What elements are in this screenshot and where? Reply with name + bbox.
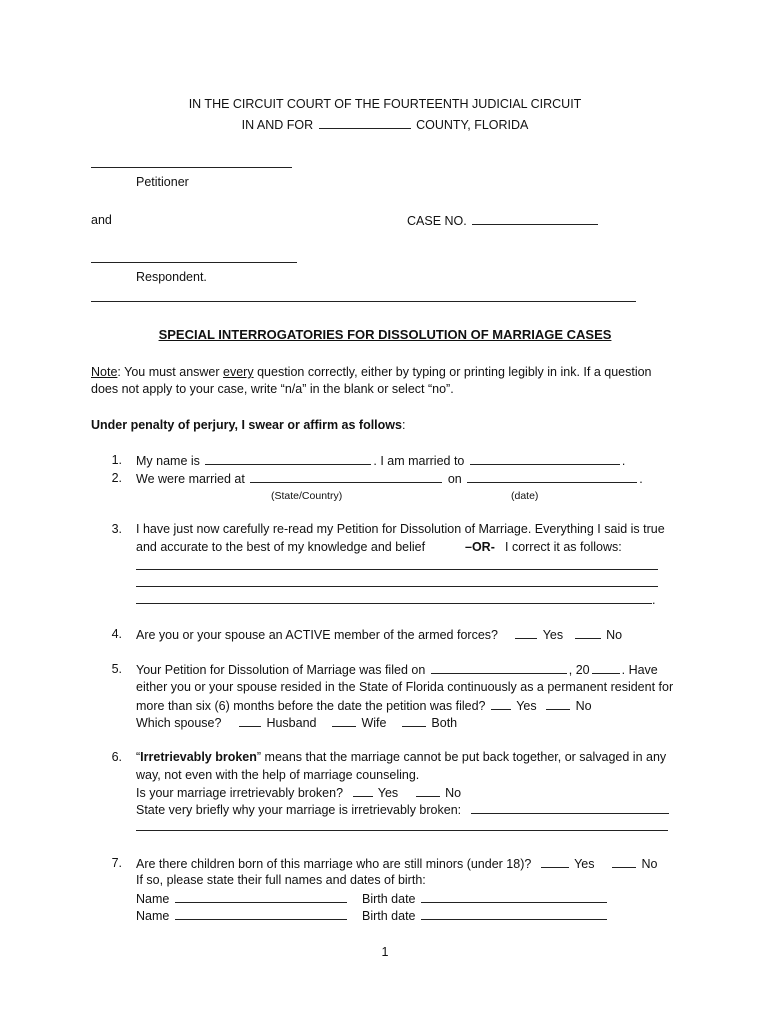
q6-line3	[136, 784, 461, 801]
q3-line2: and accurate to the best of my knowledge and belief	[136, 540, 426, 554]
note-every: every	[223, 365, 254, 379]
case-no	[407, 212, 600, 229]
page-number: 1	[381, 945, 389, 959]
case-no-label: CASE NO.	[407, 214, 467, 228]
q2-label-a: We were married at	[136, 472, 245, 486]
q1-label-a: My name is	[136, 454, 200, 468]
q7-child2-birth-blank[interactable]	[421, 907, 607, 920]
q2-sublabel-date: (date)	[511, 490, 539, 502]
oath-statement	[91, 417, 405, 433]
q7-child1-name-blank[interactable]	[175, 890, 347, 903]
respondent-label: Respondent.	[136, 270, 207, 284]
q5-husband-label: Husband	[266, 716, 317, 730]
county-blank[interactable]	[319, 116, 411, 129]
oath-bold: Under penalty of perjury, I swear or affirm as follows	[91, 418, 402, 432]
q6-number: 6.	[111, 750, 122, 764]
q5-wife-blank[interactable]	[332, 714, 356, 727]
q5-which-label: Which spouse?	[136, 716, 222, 730]
respondent-name-line[interactable]	[91, 262, 297, 263]
q3-line2b: I correct it as follows:	[505, 540, 622, 554]
q5-label-c: . Have	[621, 663, 658, 677]
court-header-line1: IN THE CIRCUIT COURT OF THE FOURTEENTH JUDICIAL CIRCUIT	[188, 97, 582, 111]
q3-or: –OR-	[465, 540, 495, 554]
q1-text	[136, 452, 625, 469]
q7-line2: If so, please state their full names and dates of birth:	[136, 873, 426, 887]
q6-no-blank[interactable]	[416, 784, 440, 797]
q7-child1-birth	[362, 890, 609, 907]
q7-yes-label: Yes	[574, 857, 595, 871]
q7-child2-name-blank[interactable]	[175, 907, 347, 920]
caption-divider	[91, 301, 636, 302]
q7-child2-name-label: Name	[136, 909, 170, 923]
q5-wife-label: Wife	[361, 716, 387, 730]
q5-question: more than six (6) months before the date the petition was filed?	[136, 699, 486, 713]
q6-quote-open: “	[136, 750, 141, 764]
q5-line3	[136, 697, 592, 714]
q6-reason-blank[interactable]	[471, 801, 669, 814]
q2-label-c: .	[639, 472, 643, 486]
q7-number: 7.	[111, 856, 122, 870]
q1-label-b: . I am married to	[373, 454, 465, 468]
q1-spouse-blank[interactable]	[470, 452, 620, 465]
court-header-line2	[0, 116, 770, 133]
q4-no-label: No	[606, 628, 623, 642]
q4-text	[136, 626, 622, 643]
q3-number: 3.	[111, 522, 122, 536]
note-label: Note	[91, 365, 118, 379]
q6-yes-blank[interactable]	[353, 784, 373, 797]
q6-definition: ” means that the marriage cannot be put back together, or salvaged in any	[256, 750, 667, 764]
county-prefix: IN AND FOR	[241, 118, 314, 132]
q7-child2-name	[136, 907, 349, 924]
q6-line1	[136, 749, 666, 765]
q1-number: 1.	[111, 453, 122, 467]
document-title: SPECIAL INTERROGATORIES FOR DISSOLUTION OF MARRIAGE CASES	[158, 327, 612, 342]
q5-number: 5.	[111, 662, 122, 676]
q7-child1-name-label: Name	[136, 892, 170, 906]
q5-no-label: No	[575, 699, 592, 713]
q6-no-label: No	[445, 786, 462, 800]
q7-child1-birth-blank[interactable]	[421, 890, 607, 903]
q7-child1-name	[136, 890, 349, 907]
q6-bold-term: Irretrievably broken	[140, 750, 257, 764]
q5-year-blank[interactable]	[592, 661, 620, 674]
q2-date-blank[interactable]	[467, 470, 637, 483]
oath-colon: :	[401, 418, 406, 432]
petitioner-name-line[interactable]	[91, 167, 292, 168]
q5-yes-label: Yes	[516, 699, 537, 713]
q2-place-blank[interactable]	[250, 470, 442, 483]
q7-child2-birth	[362, 907, 609, 924]
q5-line4	[136, 714, 457, 731]
q5-yes-blank[interactable]	[491, 697, 511, 710]
q6-line4	[136, 801, 671, 818]
q7-yes-blank[interactable]	[541, 855, 569, 868]
q3-correction-line2[interactable]	[136, 586, 658, 587]
q4-yes-blank[interactable]	[515, 626, 537, 639]
q6-question: Is your marriage irretrievably broken?	[136, 786, 344, 800]
q1-label-c: .	[621, 454, 626, 468]
q2-text	[136, 470, 643, 487]
q5-label-b: , 20	[568, 663, 590, 677]
q3-correction-line1[interactable]	[136, 569, 658, 570]
q5-filed-date-blank[interactable]	[431, 661, 567, 674]
q7-child1-birth-label: Birth date	[362, 892, 416, 906]
q3-end-period: .	[652, 593, 656, 607]
q5-line2: either you or your spouse resided in the State of Florida continuously as a permanent resident for	[136, 680, 674, 694]
q2-number: 2.	[111, 471, 122, 485]
q5-line1	[136, 661, 658, 678]
q6-yes-label: Yes	[377, 786, 399, 800]
note-line2: does not apply to your case, write “n/a” in the blank or select “no”.	[91, 382, 454, 396]
q4-number: 4.	[111, 627, 122, 641]
q7-child2-birth-label: Birth date	[362, 909, 416, 923]
q4-yes-label: Yes	[542, 628, 564, 642]
q2-label-b: on	[447, 472, 462, 486]
case-no-blank[interactable]	[472, 212, 598, 225]
q6-reason-label: State very briefly why your marriage is irretrievably broken:	[136, 803, 462, 817]
q3-line1: I have just now carefully re-read my Petition for Dissolution of Marriage. Everything I said is true	[136, 522, 665, 536]
q5-both-label: Both	[431, 716, 458, 730]
q7-question: Are there children born of this marriage who are still minors (under 18)?	[136, 857, 532, 871]
q3-correction-line3[interactable]	[136, 603, 652, 604]
q7-line1	[136, 855, 657, 872]
q7-no-label: No	[641, 857, 658, 871]
q5-label-a: Your Petition for Dissolution of Marriage was filed on	[136, 663, 426, 677]
q6-reason-line2[interactable]	[136, 830, 668, 831]
q4-question: Are you or your spouse an ACTIVE member of the armed forces?	[136, 628, 498, 642]
q5-husband-blank[interactable]	[239, 714, 261, 727]
q7-no-blank[interactable]	[612, 855, 636, 868]
note-line1	[91, 364, 652, 380]
and-label: and	[91, 213, 112, 227]
county-suffix: COUNTY, FLORIDA	[416, 118, 529, 132]
note-text-b: question correctly, either by typing or printing legibly in ink. If a question	[253, 365, 652, 379]
q1-name-blank[interactable]	[205, 452, 371, 465]
q4-no-blank[interactable]	[575, 626, 601, 639]
note-text-a: : You must answer	[117, 365, 224, 379]
q6-line2: way, not even with the help of marriage counseling.	[136, 768, 420, 782]
q2-sublabel-state: (State/Country)	[271, 490, 343, 502]
petitioner-label: Petitioner	[136, 175, 189, 189]
q5-both-blank[interactable]	[402, 714, 426, 727]
q5-no-blank[interactable]	[546, 697, 570, 710]
